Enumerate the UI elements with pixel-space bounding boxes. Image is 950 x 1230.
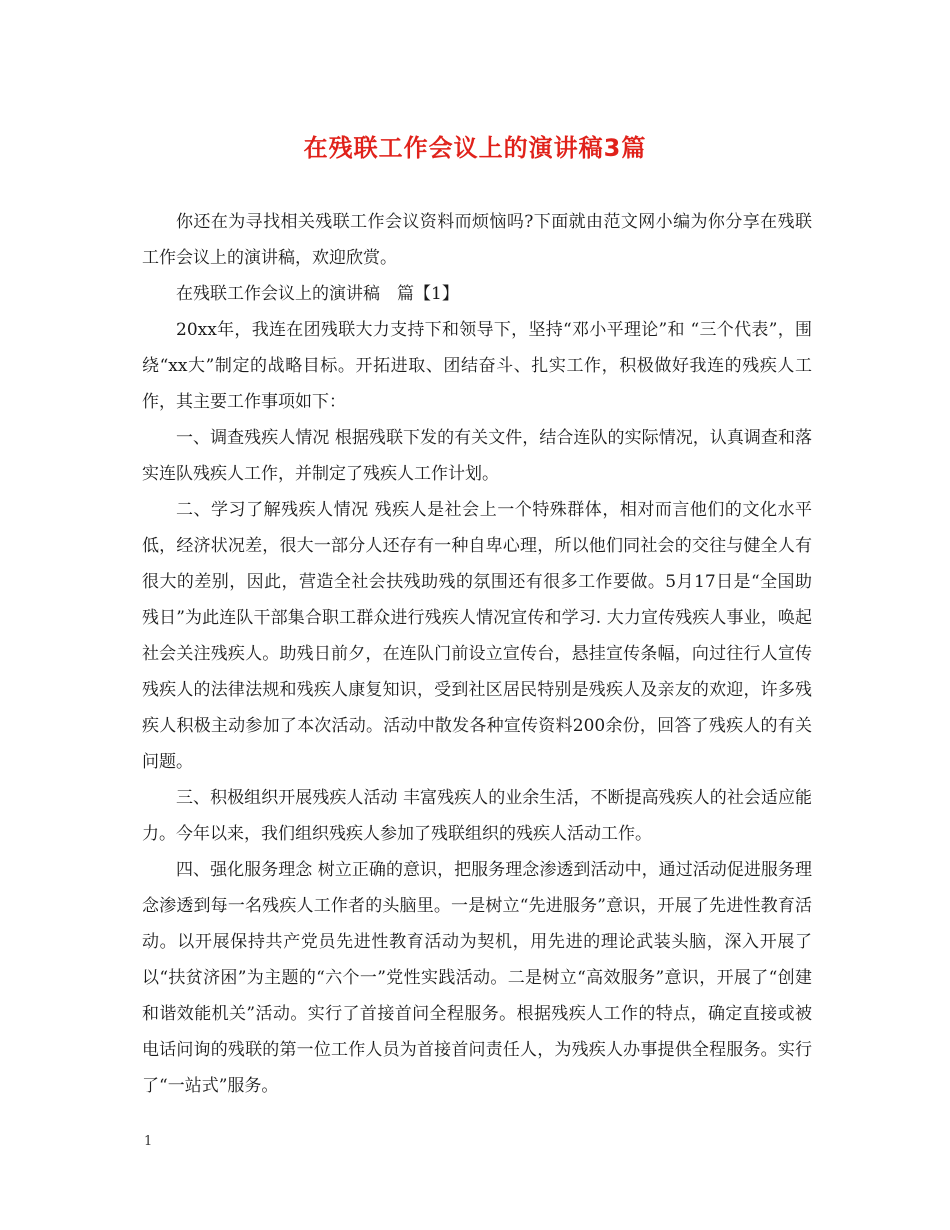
body-paragraph: 一、调查残疾人情况 根据残联下发的有关文件，结合连队的实际情况，认真调查和落实连队残疾人工作，并制定了残疾人工作计划。 <box>142 428 812 484</box>
document-title: 在残联工作会议上的演讲稿3篇 <box>303 134 647 162</box>
document-body <box>142 204 812 1104</box>
body-paragraph: 三、积极组织开展残疾人活动 丰富残疾人的业余生活，不断提高残疾人的社会适应能力。今年以来，我们组织残疾人参加了残联组织的残疾人活动工作。 <box>142 788 812 844</box>
page-number: 1 <box>144 1134 153 1149</box>
body-paragraph: 四、强化服务理念 树立正确的意识，把服务理念渗透到活动中，通过活动促进服务理念渗透到每一名残疾人工作者的头脑里。一是树立“先进服务”意识，开展了先进性教育活动。以开展保持共产党员先进性教育活动为契机，用先进的理论武装头脑，深入开展了以“扶贫济困”为主题的“六个一”党性实践活动。二是树立“高效服务”意识，开展了“创建和谐效能机关”活动。实行了首接首问全程服务。根据残疾人工作的特点，确定直接或被电话问询的残联的第一位工作人员为首接首问责任人，为残疾人办事提供全程服务。实行了“一站式”服务。 <box>142 860 812 1096</box>
body-paragraph: 20xx年，我连在团残联大力支持下和领导下，坚持“邓小平理论”和 “三个代表”，围绕“xx大”制定的战略目标。开拓进取、团结奋斗、扎实工作，积极做好我连的残疾人工作，其主要工作事项如下： <box>142 320 812 412</box>
body-paragraph: 二、学习了解残疾人情况 残疾人是社会上一个特殊群体，相对而言他们的文化水平低，经济状况差，很大一部分人还存有一种自卑心理，所以他们同社会的交往与健全人有很大的差别，因此，营造全社会扶残助残的氛围还有很多工作要做。5月17日是“全国助残日”为此连队干部集合职工群众进行残疾人情况宣传和学习. 大力宣传残疾人事业，唤起社会关注残疾人。助残日前夕，在连队门前设立宣传台，悬挂宣传条幅，向过往行人宣传残疾人的法律法规和残疾人康复知识，受到社区居民特别是残疾人及亲友的欢迎，许多残疾人积极主动参加了本次活动。活动中散发各种宣传资料200余份，回答了残疾人的有关问题。 <box>142 500 812 772</box>
intro-paragraph: 你还在为寻找相关残联工作会议资料而烦恼吗?下面就由范文网小编为你分享在残联工作会议上的演讲稿，欢迎欣赏。 <box>142 212 812 268</box>
section-heading: 在残联工作会议上的演讲稿 篇【1】 <box>176 284 459 304</box>
